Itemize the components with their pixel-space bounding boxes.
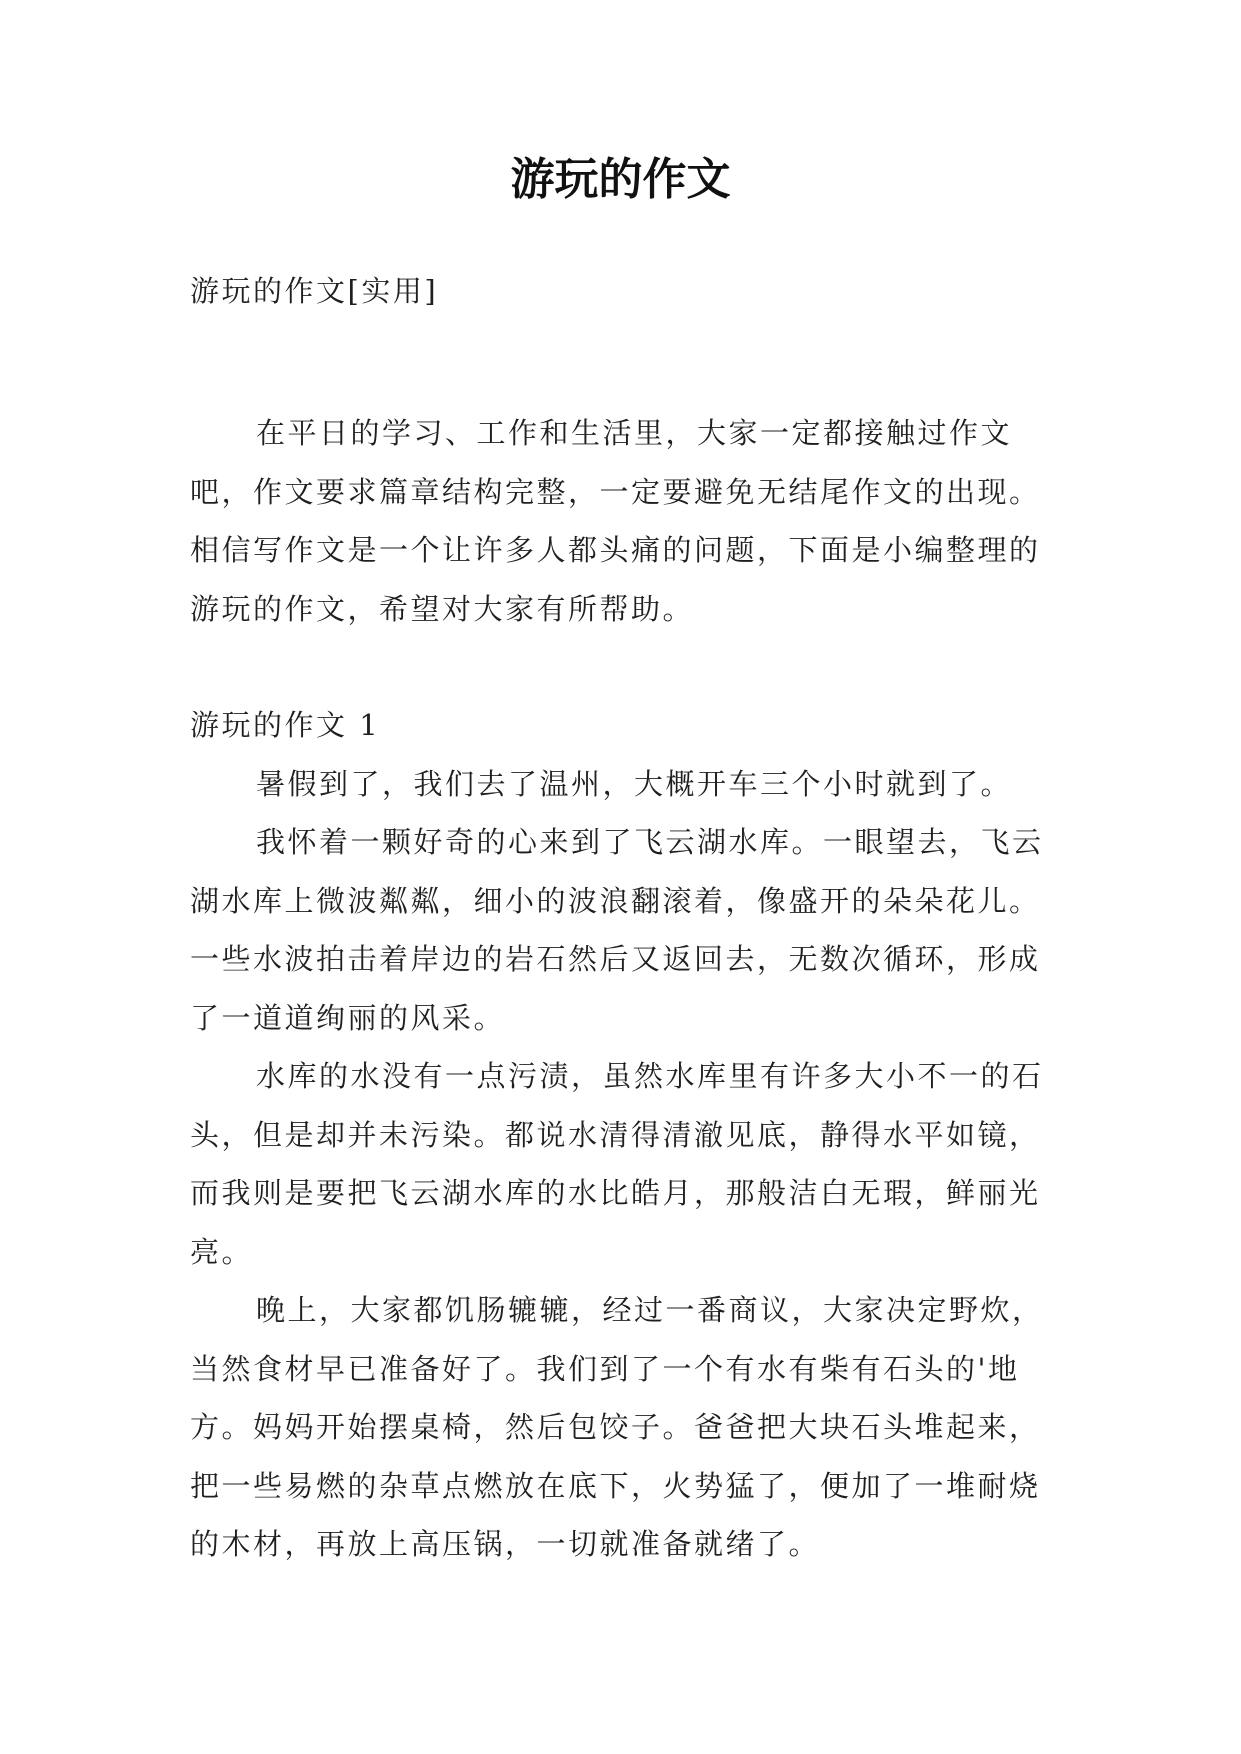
paragraph-4: 晚上，大家都饥肠辘辘，经过一番商议，大家决定野炊，当然食材早已准备好了。我们到了一个有水有柴有石头的'地方。妈妈开始摆桌椅，然后包饺子。爸爸把大块石头堆起来，把一些易燃的杂草点燃放在底下，火势猛了，便加了一堆耐烧的木材，再放上高压锅，一切就准备就绪了。 [190,1293,1044,1561]
paragraph-1: 暑假到了，我们去了温州，大概开车三个小时就到了。 [256,766,1013,801]
document-title: 游玩的作文 [510,154,731,205]
essay-section-1 [190,696,1050,1574]
paragraph-3: 水库的水没有一点污渍，虽然水库里有许多大小不一的石头，但是却并未污染。都说水清得清澈见底，静得水平如镜，而我则是要把飞云湖水库的水比皓月，那般洁白无瑕，鲜丽光亮。 [190,1059,1044,1269]
paragraph-2: 我怀着一颗好奇的心来到了飞云湖水库。一眼望去，飞云湖水库上微波粼粼，细小的波浪翻滚着，像盛开的朵朵花儿。一些水波拍击着岸边的岩石然后又返回去，无数次循环，形成了一道道绚丽的风采。 [190,825,1044,1035]
document-subtitle: 游玩的作文[实用] [190,274,439,308]
intro-section [190,404,1050,638]
section-heading: 游玩的作文 1 [190,708,381,742]
intro-paragraph: 在平日的学习、工作和生活里，大家一定都接触过作文吧，作文要求篇章结构完整，一定要避免无结尾作文的出现。相信写作文是一个让许多人都头痛的问题，下面是小编整理的游玩的作文，希望对大家有所帮助。 [190,416,1041,626]
